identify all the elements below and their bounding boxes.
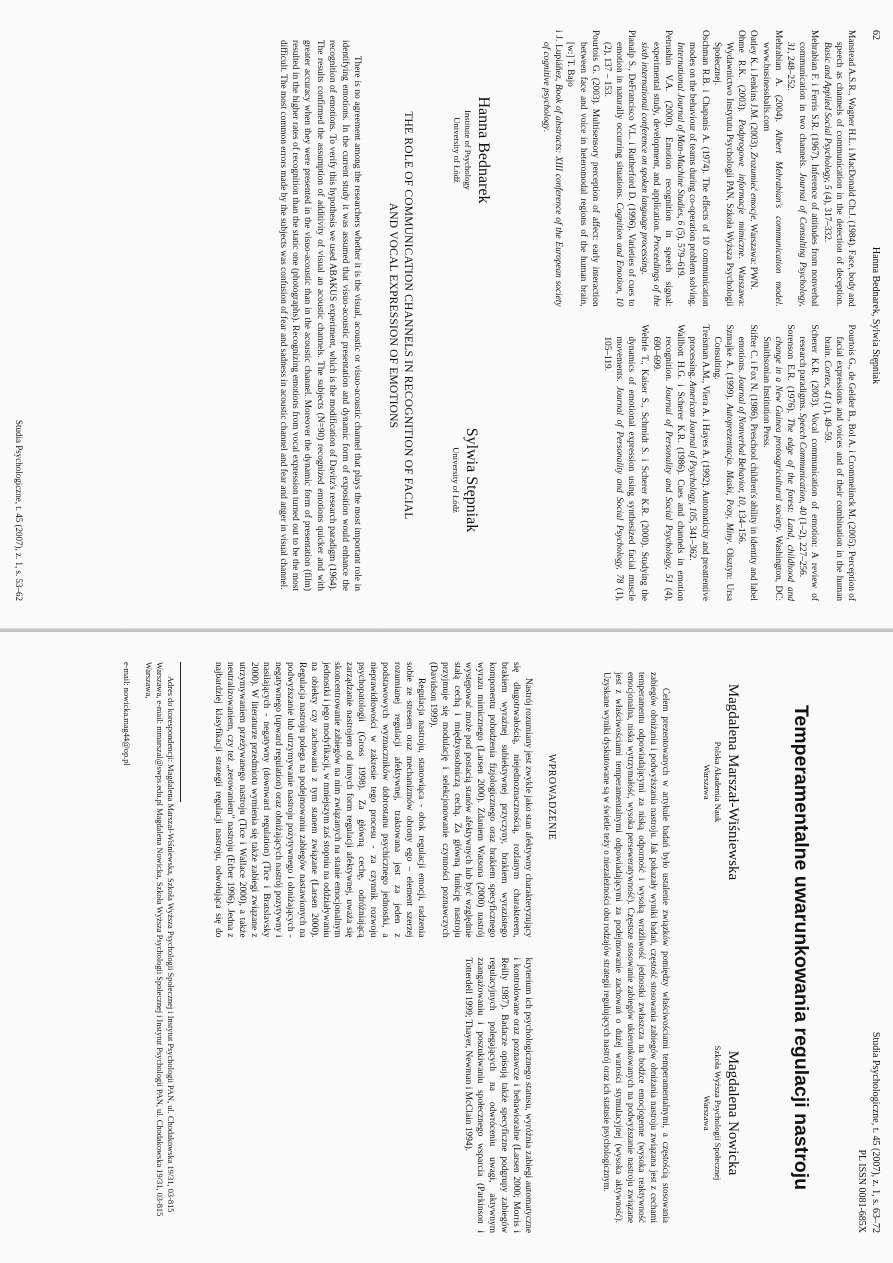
reference-source: Basic and Applied Social Psychology, 5 <box>821 42 832 190</box>
reference-source: Cortex, 41 <box>821 360 832 400</box>
reference-entry <box>747 30 759 307</box>
reference-text: Scherer K.R. (2003). Vocal communication of emotion: A review of research paradigms. <box>797 324 820 601</box>
reference-entry <box>540 30 564 307</box>
reference-text: Mehrabian F. i Ferris S.R. (1967). Inference of attitudes from nonverbal communication in two channels. <box>797 30 820 307</box>
reference-source: Journal of Personality and Social Psychology, 78 <box>614 386 625 584</box>
paragraph: Regulacja nastroju, stanowiąca - obok regulacji emocji, radzenia sobie ze stresem oraz mechanizmów obrony ego – element szerzej rozumianej regulacji afektywnej, traktowana jest za jeden z podstawowych wyznaczników dobrostanu psychicznego jednostki, a nieprawidłowości w zakresie tego procesu - za czynnik rozwoju psychopatologii (Gross 1998). Za główną cechę, odróżniającą zarządzanie nastrojem od innych form regulacji afektywnej, uważa się skoncentrowanie zabiegów na nim związanych na stanie emocjonalnym jednostki i jego modyfikacji, w mniejszym zaś stopniu na oddziaływaniu na obiekty czy zachowania z tym stanem związane (Larsen 2000). Regulacja nastroju polega na podejmowaniu zabiegów nastawionych na podwyższanie lub utrzymywanie nastroju pozytywnego i obniżających - negatywnego (upward regulation) oraz obniżających nastrój pozytywny i nasilających - negatywny (downward regulation) (Tice i Bratslavsky 2000). W literaturze przedmiotu wymienia się także zabiegi związane z utrzymywaniem przeżywanego nastroju (Tice i Wallace 2000), a także neutralizowaniem, czy też „zerowaniem” nastroju (Erber 1996). Jedna z najbardziej klasyfikacji strategii regulacji nastroju, odwołująca się do kryterium ich psychologicznego statusu, wyróżnia zabiegi automatyczne i kontrolowane oraz poznawcze i behawioralne (Larsen 2000; Morris i Reilly 1987). Badacze opisują także specyficzne podgrupy zabiegów regulacyjnych polegających na odwróceniu uwagi, aktywnym zaangażowaniu i poszukiwaniu społecznego wsparcia (Parkinson i Totterdell 1999; Thayer, Newman i McClain 1994). <box>213 662 533 1233</box>
author-affiliation: University of Łódź <box>452 117 462 183</box>
right-page <box>0 632 893 1263</box>
reference-details: (4), 317–332. <box>821 189 832 243</box>
body-text <box>203 662 533 1233</box>
reference-text: Petrushin V.A. (2000). Emotion recognition in speech signal: experimental study, development, and application. <box>650 30 673 307</box>
reference-details: , 341–362. <box>687 521 698 561</box>
reference-text: Mehrabian A. (2004). <box>772 30 783 130</box>
reference-entry <box>759 30 783 307</box>
reference-text: i J. Lupiáñez, <box>553 30 564 84</box>
reference-text: Sorenson E.R. (1976). <box>784 324 795 419</box>
reference-source: Book of abstracts: XIII conference of the European society of cognitive psychology <box>540 42 564 307</box>
article-title: Temperamentalne uwarunkowania regulacji nastroju <box>790 704 812 1191</box>
reference-source: Proceedings of the sixth international conference on spoken language processing <box>638 42 661 307</box>
reference-entry <box>711 30 748 307</box>
author-block-2 <box>701 993 743 1233</box>
reference-details: (1), 105–119. <box>601 336 625 601</box>
reference-details: (2), 137 – 153. <box>601 42 612 98</box>
author-block-1 <box>451 40 493 260</box>
reference-text: Pourtois G. (2003). Multisensory perception of affect: early interaction between face and voice in heteromodal regions of the human brain, [w:] T. Bajo <box>565 30 600 307</box>
reference-entry <box>686 325 710 602</box>
reference-details: . Olsztyn: Ursa Consulting. <box>711 336 734 601</box>
reference-text: Oschman R.B. i Chapanis A. (1974). The effects of 10 communication modes on the behaviour of teams during co-operation problem solving. <box>687 30 710 307</box>
section-heading: WPROWADZENIE <box>546 753 557 841</box>
reference-entry <box>784 30 821 307</box>
reference-source: American Journal of Psychology, 105 <box>687 380 698 522</box>
reference-entry <box>711 325 735 602</box>
issn-line <box>849 662 867 1233</box>
reference-text: Ohme R.K. (2003). <box>736 30 747 120</box>
author-affiliation: Institute of Psychology <box>463 110 473 190</box>
author-affiliation: Warszawa <box>702 1095 712 1131</box>
reference-source: Autoprezentacja. Maski, Pozy, Miny <box>723 403 734 542</box>
author-name: Magdalena Marszał-Wiśniewska <box>725 683 741 881</box>
author-affiliation: Warszawa <box>702 764 712 800</box>
reference-source: Podprogowe informacje mimiczne <box>736 119 747 257</box>
reference-entry <box>601 30 638 307</box>
contact-email: e-mail: nowicka.mag44@op.pl <box>122 662 131 766</box>
reference-details: . <box>540 129 551 133</box>
reference-source: Albert Mehrabian's communication model <box>772 129 783 305</box>
running-head: Hanna Bednarek, Sylwia Stępniak <box>870 246 881 385</box>
correspondence-text: Adres do korespondencji: Magdalena Marszał-Wiśniewska, Szkoła Wyższa Psychologii Społecznej i Instytut Psychologii PAN, ul. Chodakowska 19/31, 03-815 Warszawa, e-mail: mmarszal@swps.edu.pl Magdalena Nowicka, Szkoła Wyższa Psychologii Społecznej i Instytut Psychologii PAN, ul. Chodakowska 19/31, 03-815 Warszawa, <box>144 662 175 1217</box>
author-block-1 <box>701 662 743 902</box>
reference-details: (5), 579–619. <box>675 225 686 279</box>
reference-entry <box>637 30 674 307</box>
reference-details: . www.businessballs.com <box>760 42 783 307</box>
reference-source: Speech Communication, 40 <box>797 413 808 516</box>
author-name: Hanna Bednarek <box>475 96 492 204</box>
reference-text: Szmajke A. (1999). <box>723 324 734 404</box>
reference-text: Treisman A.M., Viera A. i Hayes A. (1992). Automaticity and preattentive processing. <box>687 324 710 601</box>
issn: PL ISSN 0081-685X <box>856 1149 867 1233</box>
reference-source: Journal of Consulting Psychology, 31 <box>784 42 808 307</box>
reference-entry <box>601 325 650 602</box>
page-number: 62 <box>870 30 881 40</box>
reference-source: Journal of Nonverbal Behavior, 10 <box>736 375 747 505</box>
reference-source: Journal of Personality and Social Psychology, 51 <box>662 385 673 584</box>
reference-text: Pourtois G., de Gelder B., Bol A. i Crommelinck M. (2005). Perception of facial expressions and voices and of their combination in the human brain. <box>821 324 856 601</box>
reference-entry <box>674 30 711 307</box>
left-page-header <box>863 30 881 601</box>
reference-details: , 134–156. <box>736 504 747 545</box>
reference-entry <box>759 325 796 602</box>
reference-entry <box>820 325 857 602</box>
reference-source: Zrozumieć emocje <box>748 151 759 220</box>
reference-text: Planalp S., DeFrancisco V.L. i Rutherford D. (1996). Varieties of cues to emotion in naturally occurring situations. <box>614 30 637 307</box>
reference-details: . Warszawa: PWN. <box>748 219 759 290</box>
author-affiliation: Polska Akademia Nauk <box>713 741 723 823</box>
reference-text: Oatley K. i Jenkins J.M. (2003). <box>748 30 759 152</box>
reference-source: The edge of the forest: Land, childhood and change in a New Guinea protoagricultural society <box>772 336 795 601</box>
reference-details: (1–2), 227–256. <box>797 515 808 578</box>
footnote-rule <box>180 662 181 802</box>
reference-entry <box>735 325 759 602</box>
reference-details: . Warszawa: Wydawnictwo Instytutu Psychologii PAN, Szkoła Wyższa Psychologii Społecznej. <box>711 42 747 307</box>
paper-title-line: AND VOCAL EXPRESSION OF EMOTIONS <box>387 202 399 429</box>
left-page <box>0 0 893 631</box>
abstract: There is no agreement among the researchers whether it is the visual, acoustic or visuo-acoustic channel that plays the most important role in identifying emotions. In the current study it was assumed that visuo-acoustic presentation and dynamic form of exposition would enhance the recognition of emotions. To verify this hypothesis we used ABAKUS experiment, which is the modification of Davitz's research paradigm (1964). The results confirmed the assumption of additivity of visual an acoustic channels. The subjects (N=90) recognized emotions quicker and with greater accuracy when they were presented in the visuo-acoustic than in the acoustic channel. Moreover the dynamic form of presentation (film) resulted in the higher rates of recognition than the static one (photographs). Recognizing emotions from vocal expression turned out to be the most difficult. The most common errors made by the subjects was confusion of fear and sadness in acoustic channel and fear and anger in visual channel. <box>277 40 362 591</box>
author-block-2 <box>450 370 481 590</box>
abstract: Celem prezentowanych w artykule badań było ustalenie związków pomiędzy właściwościami temperamentalnymi, a częstością stosowania zabiegów obniżania i podwyższania nastroju. Jak pokazały wyniki badań, częstość stosowania zabiegów obniżania nastroju związana jest z cechami temperamentu odpowiadającymi za niską odporność i wysoką wrażliwość jednostki zwłaszcza na bodźce emocjogenne (wysoka reaktywność emocjonalna, niska wytrzymałość, wysoka perseweratywność). Częstsze stosowanie zabiegów ukierunkowanych na podwyższanie nastroju związane jest z właściwościami temperamentalnymi odpowiadającymi za podejmowanie zachowań o dużej wartości stymulacyjnej (wysoka aktywność). Uzyskane wyniki dyskutowane są w świetle teży o niezależności obu rodzajów strategii regulujących nastrój oraz ich statusie psychologicznym. <box>602 672 671 1223</box>
author-affiliation: Szkoła Wyższa Psychologii Społecznej <box>713 1045 723 1181</box>
reference-details: , 248–252. <box>784 51 795 91</box>
reference-source: Cognition and Emotion, 10 <box>614 202 625 307</box>
reference-list <box>527 30 857 601</box>
paper-title <box>385 60 415 571</box>
journal-info: Studia Psychologiczne, t. 45 (2007), z. 1, s. 63–72 <box>870 1031 881 1233</box>
reference-text: Wehrle T., Kaiser S., Schmidt S. i Scherer K.R. (2000). Studying the dynamics of emotional expression using synthesized facial muscle movements. <box>614 324 649 601</box>
reference-entry <box>796 325 820 602</box>
reference-entry <box>650 325 687 602</box>
reference-details: (4), 690–699. <box>650 336 673 601</box>
reference-entry <box>820 30 857 307</box>
paper-title-line: THE ROLE OF COMMUNICATION CHANNELS IN RECOGNITION OF FACIAL <box>402 111 414 520</box>
journal-footer: Studia Psychologiczne, t. 45 (2007), z. 1, s. 53–62 <box>14 420 24 601</box>
reference-details: (1), 49–59. <box>821 399 832 443</box>
reference-details: . Washington, DC: Smithsonian Institution Press. <box>760 336 783 601</box>
author-affiliation: University of Łódź <box>451 447 461 513</box>
correspondence-note <box>143 662 175 1233</box>
author-name: Magdalena Nowicka <box>725 1050 741 1176</box>
reference-details: . <box>638 272 649 275</box>
reference-text: Wallbott H.G. i Scherer K.R. (1986). Cues and channels in emotion recognition. <box>662 324 686 601</box>
reference-source: International Journal of Man-Machine Studies, 6 <box>675 42 686 226</box>
reference-text: Manstead A.S.R., Wagner H.L. i MacDonald Ch.J. (1984). Face, body and speech as channels of communication in the detection of deception. <box>833 30 856 307</box>
author-name: Sylwia Stępniak <box>463 427 480 533</box>
reference-text: Stifter C. i Fox N. (1986). Preschool children's ability in identity and label emotions. <box>736 324 759 601</box>
reference-entry <box>564 30 601 307</box>
paragraph: Nastrój rozumiany jest zwykle jako stan afektywny charakteryzujący się długotrwałością, niejednoznacznością, rozlanym charakterem, brakiem wyraźnej subiektywnej przyczyny, brakiem wyrazistego komponentu pobudzenia fizjologicznego oraz brakiem specyficznego wyrazu mimicznego (Larsen 2000). Zdaniem Watsona (2000) nastrój występować może pod postacią stanów afektywnych lub być względnie stałą cechą i międzyosobniczą cechą. Za główną funkcję nastroju przyjmuje się modulację i selekcjonowanie czynności poznawczych (Davidson 1999). <box>427 662 533 938</box>
